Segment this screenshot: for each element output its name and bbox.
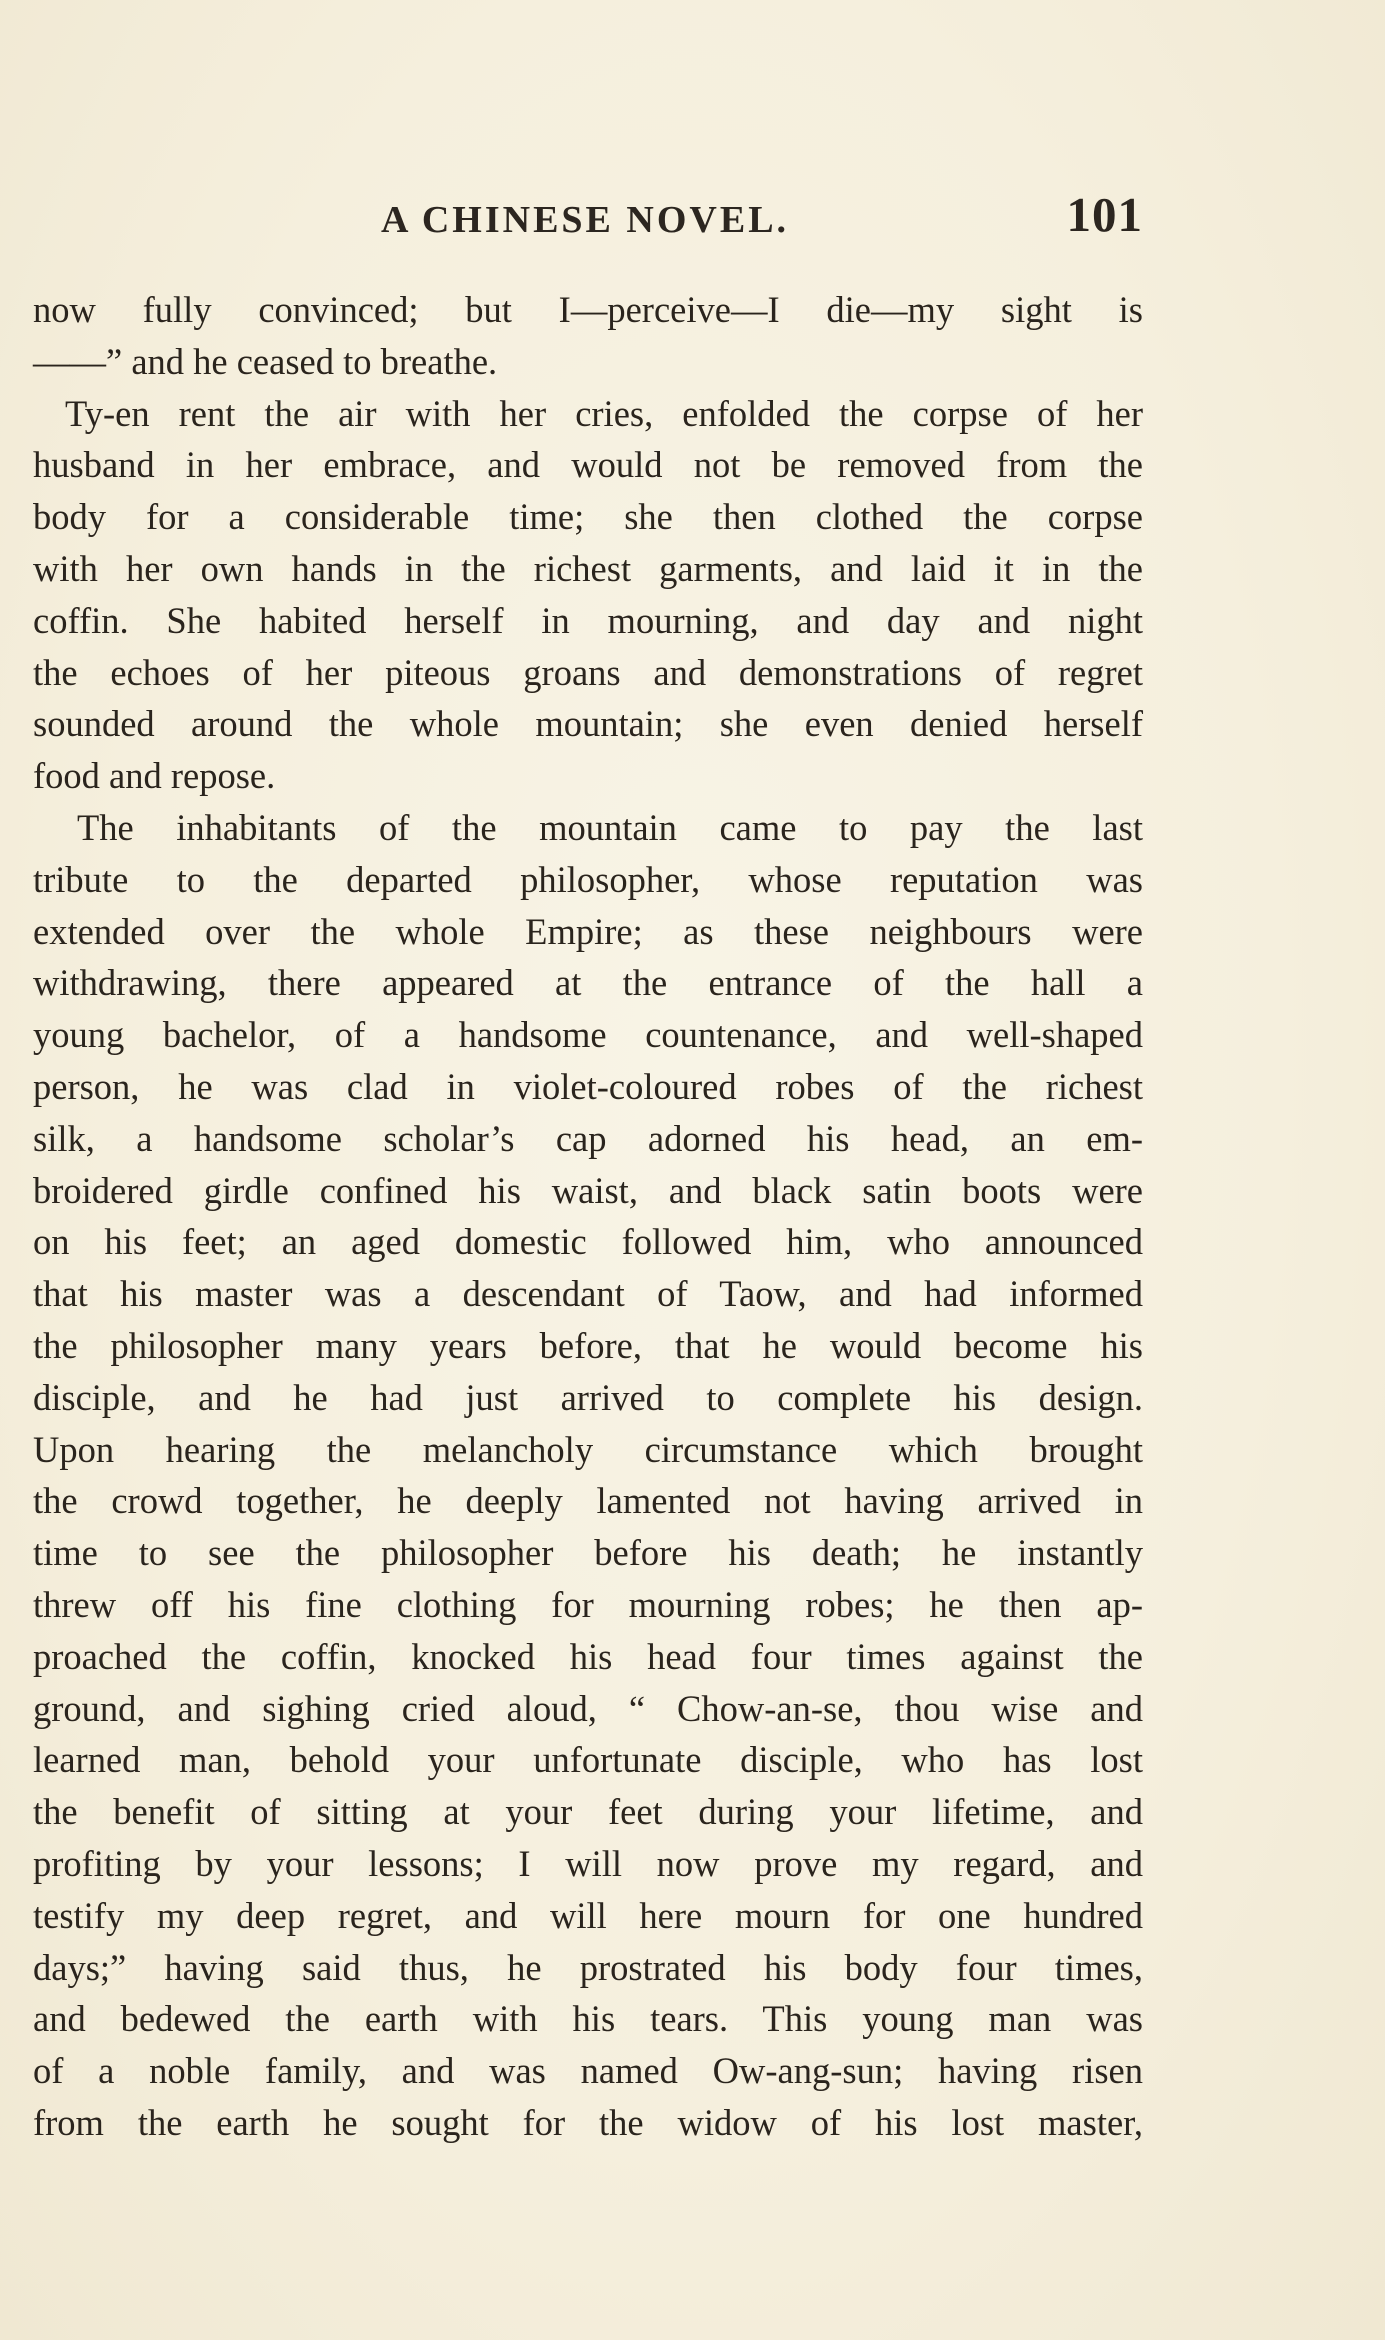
text-line: the philosopher many years before, that he would become his [33,1324,1143,1366]
page-number: 101 [1066,187,1143,242]
text-line: silk, a handsome scholar’s cap adorned his head, an em- [33,1117,1143,1159]
text-line: the crowd together, he deeply lamented not having arrived in [33,1480,1143,1522]
running-header [33,186,1143,246]
paragraph-first-line: The inhabitants of the mountain came to pay the last [77,806,1143,848]
text-line: threw off his fine clothing for mourning robes; he then ap- [33,1583,1143,1625]
text-line: withdrawing, there appeared at the entrance of the hall a [33,962,1143,1004]
text-line: extended over the whole Empire; as these neighbours were [33,910,1143,952]
text-line: learned man, behold your unfortunate disciple, who has lost [33,1739,1143,1781]
running-title: A CHINESE NOVEL. [381,199,790,241]
text-line: body for a considerable time; she then clothed the corpse [33,496,1143,538]
text-line: coffin. She habited herself in mourning, and day and night [33,599,1143,641]
text-line: time to see the philosopher before his death; he instantly [33,1532,1143,1574]
text-line: sounded around the whole mountain; she even denied herself [33,703,1143,745]
text-line: ground, and sighing cried aloud, “ Chow-an-se, thou wise and [33,1687,1143,1729]
text-line: broidered girdle confined his waist, and black satin boots were [33,1169,1143,1211]
text-line: with her own hands in the richest garments, and laid it in the [33,547,1143,589]
text-line: the echoes of her piteous groans and demonstrations of regret [33,651,1143,693]
text-line: on his feet; an aged domestic followed him, who announced [33,1221,1143,1263]
text-line: and bedewed the earth with his tears. This young man was [33,1998,1143,2040]
text-line: now fully convinced; but I—perceive—I die—my sight is [33,289,1143,330]
text-line: ——” and he ceased to breathe. [33,340,498,382]
text-line: from the earth he sought for the widow of his lost master, [33,2101,1143,2143]
text-line: Upon hearing the melancholy circumstance which brought [33,1428,1143,1470]
paragraph-first-line: Ty-en rent the air with her cries, enfolded the corpse of her [65,392,1143,434]
text-line: young bachelor, of a handsome countenance, and well-shaped [33,1014,1143,1056]
text-line: food and repose. [33,755,276,797]
text-line: that his master was a descendant of Taow, and had informed [33,1273,1143,1315]
text-line: testify my deep regret, and will here mourn for one hundred [33,1894,1143,1936]
text-line: of a noble family, and was named Ow-ang-sun; having risen [33,2050,1143,2092]
text-line: tribute to the departed philosopher, whose reputation was [33,858,1143,900]
text-line: person, he was clad in violet-coloured robes of the richest [33,1065,1143,1107]
text-line: proached the coffin, knocked his head four times against the [33,1635,1143,1677]
body-text [33,284,1143,2149]
text-line: days;” having said thus, he prostrated his body four times, [33,1946,1143,1988]
text-line: disciple, and he had just arrived to complete his design. [33,1376,1143,1418]
text-line: profiting by your lessons; I will now prove my regard, and [33,1842,1143,1884]
text-line: the benefit of sitting at your feet during your lifetime, and [33,1791,1143,1833]
text-line: husband in her embrace, and would not be removed from the [33,444,1143,486]
